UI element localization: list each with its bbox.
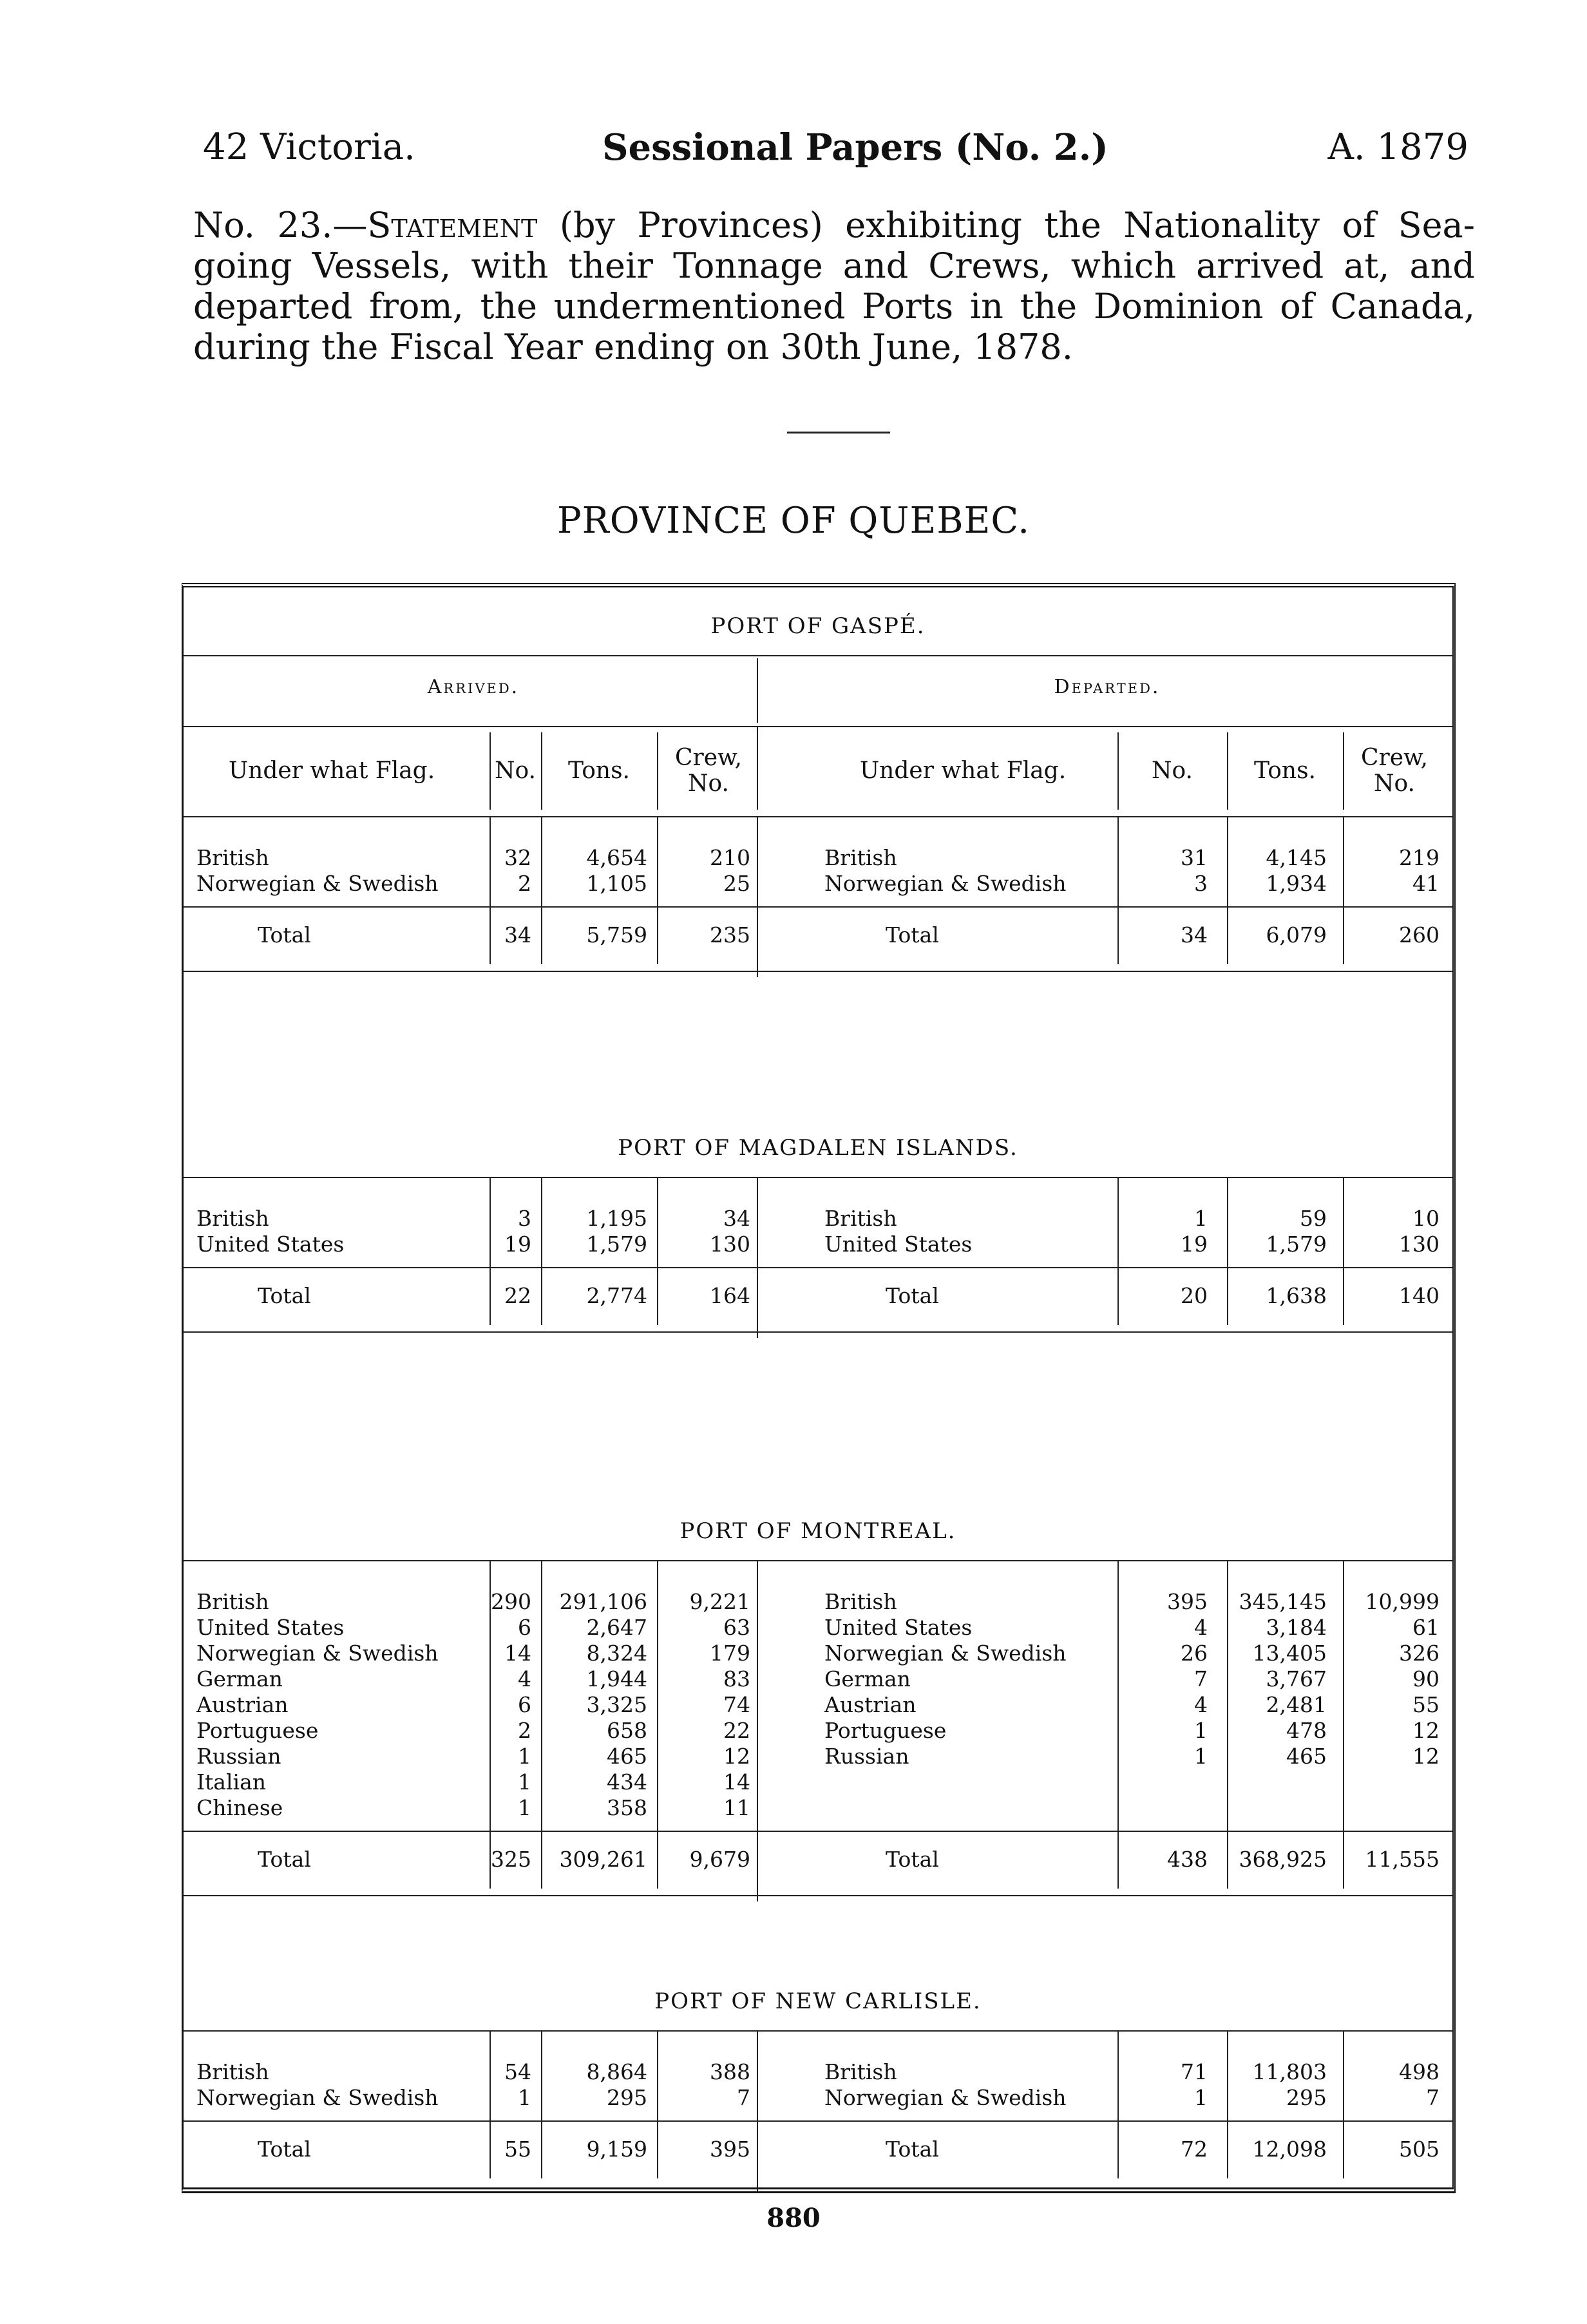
tons-cell: 345,145	[1239, 1589, 1327, 1614]
tons-cell: 3,325	[586, 1692, 647, 1717]
flag-cell: British	[824, 845, 897, 870]
number-cell: 19	[504, 1232, 531, 1257]
column-header-tons: Tons.	[568, 757, 630, 784]
flag-cell: British	[824, 1206, 897, 1231]
total-label: Total	[886, 1283, 939, 1308]
number-cell: 395	[1167, 1589, 1208, 1614]
flag-cell: German	[196, 1666, 283, 1691]
tons-cell: 1,579	[586, 1232, 647, 1257]
total-crew: 235	[710, 922, 750, 948]
tons-cell: 59	[1300, 1206, 1327, 1231]
column-header-flag: Under what Flag.	[228, 757, 435, 784]
page-number: 880	[766, 2203, 821, 2233]
crew-cell: 11	[723, 1795, 750, 1820]
column-rule	[1117, 906, 1119, 964]
crew-cell: 219	[1399, 845, 1440, 870]
tons-cell: 1,105	[586, 871, 647, 896]
statement-caption	[193, 205, 1475, 367]
column-rule	[1227, 732, 1228, 810]
number-cell: 19	[1181, 1232, 1208, 1257]
column-rule	[1227, 1831, 1228, 1889]
number-cell: 14	[504, 1641, 531, 1666]
total-rule	[184, 906, 1452, 908]
total-number: 34	[1181, 922, 1208, 948]
tons-cell: 4,145	[1266, 845, 1327, 870]
column-rule	[541, 906, 542, 964]
crew-cell: 55	[1412, 1692, 1440, 1717]
port-title: PORT OF NEW CARLISLE.	[654, 1988, 982, 2014]
total-crew: 505	[1399, 2137, 1440, 2162]
tons-cell: 478	[1286, 1718, 1327, 1743]
column-rule	[1343, 1831, 1344, 1889]
number-cell: 31	[1181, 845, 1208, 870]
crew-cell: 9,221	[689, 1589, 750, 1614]
section-divider	[757, 726, 758, 810]
column-rule	[1343, 906, 1344, 964]
tons-cell: 465	[607, 1744, 647, 1769]
crew-cell: 34	[723, 1206, 750, 1231]
total-crew: 140	[1399, 1283, 1440, 1308]
flag-cell: Norwegian & Swedish	[824, 871, 1067, 896]
port-title: PORT OF MONTREAL.	[679, 1518, 956, 1544]
total-number: 34	[504, 922, 531, 948]
column-rule	[1227, 1560, 1228, 1850]
flag-cell: Austrian	[196, 1692, 289, 1717]
crew-cell: 179	[710, 1641, 750, 1666]
column-rule	[657, 906, 658, 964]
total-rule	[184, 2120, 1452, 2122]
column-header-crew: Crew, No.	[674, 745, 743, 797]
tons-cell: 8,324	[586, 1641, 647, 1666]
column-rule	[1227, 1267, 1228, 1325]
number-cell: 1	[518, 2085, 531, 2110]
flag-cell: Norwegian & Swedish	[196, 2085, 439, 2110]
statement-keyword: Statement	[367, 205, 538, 245]
total-crew: 164	[710, 1283, 750, 1308]
total-label: Total	[886, 2137, 939, 2162]
crew-cell: 12	[1412, 1744, 1440, 1769]
flag-cell: Chinese	[196, 1795, 283, 1820]
section-divider	[757, 1177, 758, 1338]
column-rule	[1117, 1831, 1119, 1889]
total-number: 72	[1181, 2137, 1208, 2162]
total-number: 22	[504, 1283, 531, 1308]
column-rule	[489, 1267, 491, 1325]
tons-cell: 8,864	[586, 2059, 647, 2084]
province-heading: PROVINCE OF QUEBEC.	[556, 500, 1031, 542]
number-cell: 2	[518, 871, 531, 896]
section-divider	[757, 816, 758, 977]
column-rule	[541, 732, 542, 810]
column-rule	[489, 2120, 491, 2178]
port-title-rule	[184, 2030, 1452, 2032]
total-crew: 9,679	[689, 1847, 750, 1872]
total-crew: 11,555	[1365, 1847, 1440, 1872]
total-rule	[184, 1831, 1452, 1832]
flag-cell: Portuguese	[196, 1718, 319, 1743]
flag-cell: United States	[824, 1615, 973, 1640]
column-header-no: No.	[495, 757, 536, 784]
number-cell: 54	[504, 2059, 531, 2084]
number-cell: 3	[1194, 871, 1208, 896]
total-tons: 5,759	[586, 922, 647, 948]
number-cell: 1	[518, 1769, 531, 1795]
column-rule	[657, 1560, 658, 1850]
tons-cell: 295	[1286, 2085, 1327, 2110]
number-cell: 26	[1181, 1641, 1208, 1666]
column-rule	[657, 732, 658, 810]
tons-cell: 358	[607, 1795, 647, 1820]
flag-cell: German	[824, 1666, 911, 1691]
column-rule	[541, 1267, 542, 1325]
port-title-rule	[184, 1560, 1452, 1561]
tons-cell: 11,803	[1252, 2059, 1327, 2084]
column-rule	[541, 1560, 542, 1850]
column-header-no: No.	[1152, 757, 1193, 784]
column-rule	[541, 2120, 542, 2178]
crew-cell: 12	[1412, 1718, 1440, 1743]
column-rule	[541, 1831, 542, 1889]
flag-cell: British	[824, 1589, 897, 1614]
number-cell: 6	[518, 1615, 531, 1640]
number-cell: 1	[1194, 1718, 1208, 1743]
flag-cell: British	[196, 1589, 269, 1614]
column-rule	[657, 2120, 658, 2178]
total-rule	[184, 1267, 1452, 1268]
flag-cell: Norwegian & Swedish	[824, 1641, 1067, 1666]
flag-cell: Italian	[196, 1769, 267, 1795]
tons-cell: 2,647	[586, 1615, 647, 1640]
crew-cell: 10	[1412, 1206, 1440, 1231]
port-title-rule	[184, 655, 1452, 656]
section-divider	[757, 2030, 758, 2191]
flag-cell: United States	[824, 1232, 973, 1257]
flag-cell: British	[824, 2059, 897, 2084]
crew-cell: 14	[723, 1769, 750, 1795]
column-rule	[489, 732, 491, 810]
column-rule	[1117, 2120, 1119, 2178]
number-cell: 1	[1194, 1744, 1208, 1769]
total-label: Total	[258, 922, 311, 948]
total-label: Total	[886, 922, 939, 948]
column-rule	[489, 1831, 491, 1889]
flag-cell: Norwegian & Swedish	[196, 871, 439, 896]
total-number: 55	[504, 2137, 531, 2162]
column-rule	[1227, 2120, 1228, 2178]
column-rule	[1117, 1267, 1119, 1325]
crew-cell: 210	[710, 845, 750, 870]
port-title: PORT OF GASPÉ.	[710, 613, 926, 639]
total-crew: 260	[1399, 922, 1440, 948]
number-cell: 1	[518, 1744, 531, 1769]
flag-cell: British	[196, 845, 269, 870]
tons-cell: 1,195	[586, 1206, 647, 1231]
section-divider	[757, 658, 758, 723]
running-header	[203, 126, 1468, 184]
number-cell: 7	[1194, 1666, 1208, 1691]
total-label: Total	[258, 1847, 311, 1872]
total-number: 438	[1167, 1847, 1208, 1872]
statistics-table	[182, 583, 1456, 2193]
port-title-rule	[184, 1177, 1452, 1178]
crew-cell: 7	[737, 2085, 750, 2110]
number-cell: 32	[504, 845, 531, 870]
column-header-crew: Crew, No.	[1360, 745, 1429, 797]
crew-cell: 61	[1412, 1615, 1440, 1640]
total-number: 325	[491, 1847, 531, 1872]
flag-cell: British	[196, 1206, 269, 1231]
crew-cell: 388	[710, 2059, 750, 2084]
crew-cell: 25	[723, 871, 750, 896]
column-header-flag: Under what Flag.	[859, 757, 1067, 784]
crew-cell: 12	[723, 1744, 750, 1769]
column-header-rule	[184, 816, 1452, 817]
tons-cell: 13,405	[1252, 1641, 1327, 1666]
crew-cell: 63	[723, 1615, 750, 1640]
number-cell: 71	[1181, 2059, 1208, 2084]
flag-cell: Portuguese	[824, 1718, 947, 1743]
separator-rule	[787, 432, 890, 433]
crew-cell: 130	[1399, 1232, 1440, 1257]
number-cell: 4	[1194, 1615, 1208, 1640]
crew-cell: 10,999	[1365, 1589, 1440, 1614]
total-crew: 395	[710, 2137, 750, 2162]
number-cell: 6	[518, 1692, 531, 1717]
section-rule	[184, 726, 1452, 727]
tons-cell: 3,184	[1266, 1615, 1327, 1640]
number-cell: 4	[1194, 1692, 1208, 1717]
flag-cell: Norwegian & Swedish	[824, 2085, 1067, 2110]
crew-cell: 41	[1412, 871, 1440, 896]
total-tons: 9,159	[586, 2137, 647, 2162]
header-year: A. 1879	[1327, 126, 1468, 168]
column-rule	[657, 1831, 658, 1889]
total-label: Total	[258, 1283, 311, 1308]
crew-cell: 74	[723, 1692, 750, 1717]
column-rule	[1117, 1560, 1119, 1850]
column-rule	[489, 1560, 491, 1850]
crew-cell: 22	[723, 1718, 750, 1743]
total-number: 20	[1181, 1283, 1208, 1308]
column-rule	[489, 906, 491, 964]
number-cell: 1	[518, 1795, 531, 1820]
port-bottom-rule	[184, 971, 1452, 972]
tons-cell: 291,106	[559, 1589, 647, 1614]
crew-cell: 130	[710, 1232, 750, 1257]
arrived-heading: Arrived.	[427, 676, 520, 698]
flag-cell: Russian	[196, 1744, 281, 1769]
column-rule	[1343, 1267, 1344, 1325]
total-tons: 368,925	[1239, 1847, 1327, 1872]
flag-cell: Russian	[824, 1744, 909, 1769]
crew-cell: 498	[1399, 2059, 1440, 2084]
statement-number: No. 23.—	[193, 205, 368, 245]
column-rule	[657, 1267, 658, 1325]
total-label: Total	[258, 2137, 311, 2162]
tons-cell: 3,767	[1266, 1666, 1327, 1691]
statement-text: (by Provinces) exhibiting the Nationality of Sea-going Vessels, with their Tonnage and Crews, which arrived at, and departed from, the undermentioned Ports in the Dominion of Canada, during the Fiscal Year ending on 30th June, 1878.	[193, 205, 1475, 367]
flag-cell: United States	[196, 1615, 345, 1640]
section-divider	[757, 1560, 758, 1901]
column-rule	[1343, 732, 1344, 810]
column-rule	[1343, 1560, 1344, 1850]
header-title: Sessional Papers (No. 2.)	[602, 126, 1108, 169]
number-cell: 4	[518, 1666, 531, 1691]
number-cell: 3	[518, 1206, 531, 1231]
flag-cell: Austrian	[824, 1692, 917, 1717]
tons-cell: 295	[607, 2085, 647, 2110]
departed-heading: Departed.	[1054, 676, 1161, 698]
tons-cell: 1,579	[1266, 1232, 1327, 1257]
tons-cell: 465	[1286, 1744, 1327, 1769]
crew-cell: 326	[1399, 1641, 1440, 1666]
number-cell: 290	[491, 1589, 531, 1614]
total-tons: 1,638	[1266, 1283, 1327, 1308]
tons-cell: 1,934	[1266, 871, 1327, 896]
tons-cell: 434	[607, 1769, 647, 1795]
total-tons: 309,261	[559, 1847, 647, 1872]
crew-cell: 7	[1426, 2085, 1440, 2110]
tons-cell: 4,654	[586, 845, 647, 870]
number-cell: 2	[518, 1718, 531, 1743]
port-title: PORT OF MAGDALEN ISLANDS.	[618, 1135, 1018, 1161]
tons-cell: 1,944	[586, 1666, 647, 1691]
number-cell: 1	[1194, 1206, 1208, 1231]
crew-cell: 83	[723, 1666, 750, 1691]
tons-cell: 658	[607, 1718, 647, 1743]
total-tons: 12,098	[1252, 2137, 1327, 2162]
header-session: 42 Victoria.	[203, 126, 415, 168]
column-rule	[1227, 906, 1228, 964]
column-rule	[1117, 732, 1119, 810]
flag-cell: Norwegian & Swedish	[196, 1641, 439, 1666]
column-header-tons: Tons.	[1254, 757, 1316, 784]
crew-cell: 90	[1412, 1666, 1440, 1691]
total-tons: 2,774	[586, 1283, 647, 1308]
flag-cell: United States	[196, 1232, 345, 1257]
port-bottom-rule	[184, 1895, 1452, 1896]
port-bottom-rule	[184, 1331, 1452, 1333]
total-tons: 6,079	[1266, 922, 1327, 948]
total-label: Total	[886, 1847, 939, 1872]
flag-cell: British	[196, 2059, 269, 2084]
tons-cell: 2,481	[1266, 1692, 1327, 1717]
number-cell: 1	[1194, 2085, 1208, 2110]
column-rule	[1343, 2120, 1344, 2178]
